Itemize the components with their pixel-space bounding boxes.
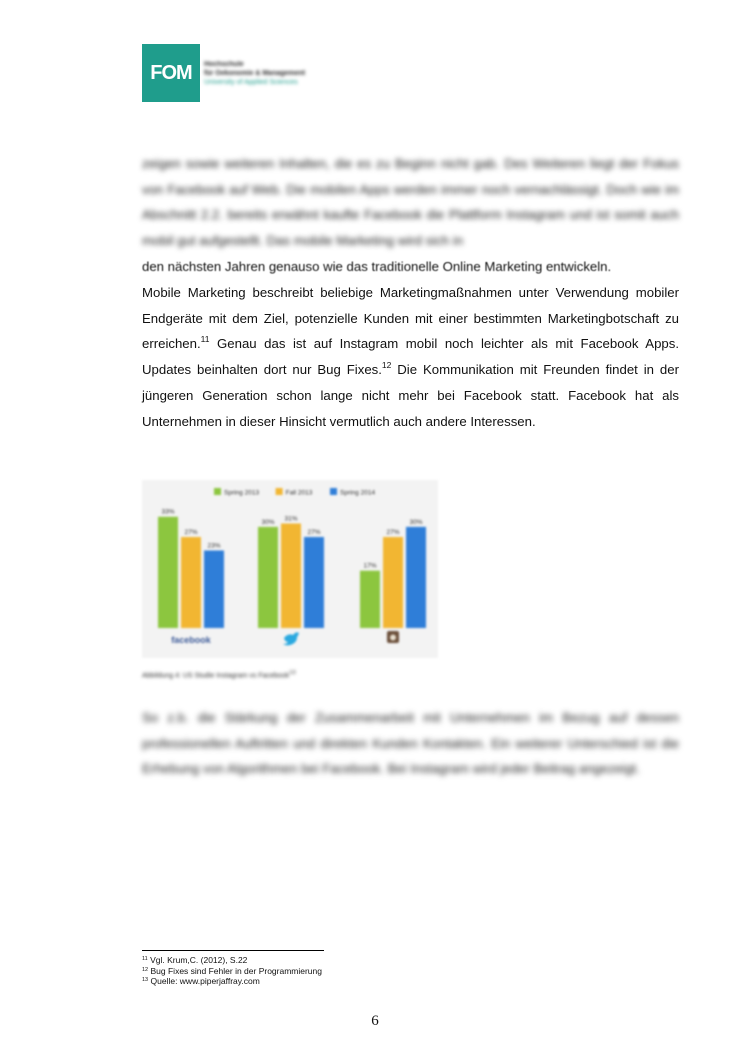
legend-label: Spring 2013: [224, 489, 260, 497]
footnote-11: [142, 955, 542, 966]
bar: [304, 537, 324, 628]
bar-value-label: 27%: [307, 528, 321, 536]
footnote-ref-12: 12: [381, 360, 392, 371]
footnote-text: Quelle: www.piperjaffray.com: [150, 976, 260, 986]
partial-line: den nächsten Jahren genauso wie das traditionelle Online Marketing entwickeln.: [142, 259, 612, 274]
twitter-icon: [283, 632, 299, 645]
bar-value-label: 17%: [363, 562, 377, 570]
bar: [204, 550, 224, 628]
caption-text: Abbildung 4: US Studie Instagram vs Facebook: [142, 672, 290, 680]
logo-line-3: University of Applied Sciences: [204, 79, 298, 86]
bar-value-label: 23%: [207, 542, 221, 550]
figure-caption: [142, 668, 402, 681]
footnote-12: [142, 966, 542, 977]
blurred-paragraph-bottom: So z.b. die Stärkung der Zusammenarbeit mit Unternehmen im Bezug auf dessen professionellen Auftritten und direkten Kunden Kontakten. Ein weiterer Unterschied ist die Erhebung von Algorithmen bei Facebook. Bei Instagram wird jeder Beitrag angezeigt.: [142, 710, 679, 777]
blurred-paragraph-top: zeigen sowie weiteren Inhalten, die es zu Beginn nicht gab. Des Weiteren liegt der Fokus von Facebook auf Web. Die mobilen Apps werden immer noch vernachlässigt. Doch wie im Abschnitt 2.2. bereits erwähnt kaufte Facebook die Plattform Instagram und ist somit auch mobil gut aufgestellt. Das mobile Marketing wird sich in: [142, 156, 679, 249]
sentence-mobile-marketing: Mobile Marketing beschreibt beliebige Marketingmaßnahmen unter Verwendung mobiler Endgeräte mit dem Ziel, potenzielle Kunden mit einer bestimmten Marketingbotschaft zu erreichen.: [142, 285, 679, 352]
bar-value-label: 30%: [261, 518, 275, 526]
legend-swatch: [214, 488, 221, 495]
legend-label: Fall 2013: [285, 489, 313, 497]
fom-logo: [142, 44, 342, 102]
fom-logo-text: [204, 60, 344, 87]
logo-line-2: für Oekonomie & Management: [204, 70, 306, 77]
footnotes: [142, 955, 542, 987]
footnote-text: Vgl. Krum,C. (2012), S.22: [150, 955, 248, 965]
sentence-communication: Die Kommunikation mit Freunden findet in der jüngeren Generation schon lange nicht mehr bei Facebook statt. Facebook hat als Unternehmen in dieser Hinsicht vermutlich auch andere Interessen.: [142, 362, 679, 429]
logo-line-1: Hochschule: [204, 61, 244, 68]
bar: [383, 537, 403, 628]
legend-swatch: [276, 488, 283, 495]
sentence-instagram: Genau das ist auf Instagram mobil noch leichter als mit Facebook Apps. Updates beinhalten dort nur Bug Fixes.: [142, 336, 679, 378]
instagram-lens-icon: [390, 635, 396, 641]
bar-value-label: 33%: [161, 508, 175, 516]
bar: [258, 527, 278, 628]
bar: [281, 523, 301, 628]
bar-chart: [142, 480, 438, 658]
fom-logo-mark: FOM: [142, 44, 200, 102]
facebook-icon: facebook: [171, 635, 211, 645]
bar-value-label: 30%: [409, 518, 423, 526]
chart-figure: [142, 480, 438, 658]
footnote-number: 11: [142, 956, 148, 962]
bar: [360, 571, 380, 628]
bar: [158, 517, 178, 628]
footnote-number: 13: [142, 977, 149, 983]
body-paragraph: [142, 280, 679, 434]
bar: [181, 537, 201, 628]
footnote-number: 12: [142, 966, 149, 973]
legend-swatch: [330, 488, 337, 495]
page-number: 6: [371, 1013, 379, 1029]
footnote-ref-11: 11: [200, 334, 210, 345]
footnote-separator: [142, 950, 324, 951]
footnote-text: Bug Fixes sind Fehler in der Programmierung: [150, 965, 322, 976]
bar-value-label: 27%: [184, 528, 198, 536]
bar-value-label: 27%: [386, 528, 400, 536]
legend-label: Spring 2014: [340, 489, 376, 497]
caption-footnote-ref: 13: [289, 670, 296, 676]
footnote-13: [142, 976, 542, 987]
bar-value-label: 31%: [284, 515, 298, 523]
bar: [406, 527, 426, 628]
